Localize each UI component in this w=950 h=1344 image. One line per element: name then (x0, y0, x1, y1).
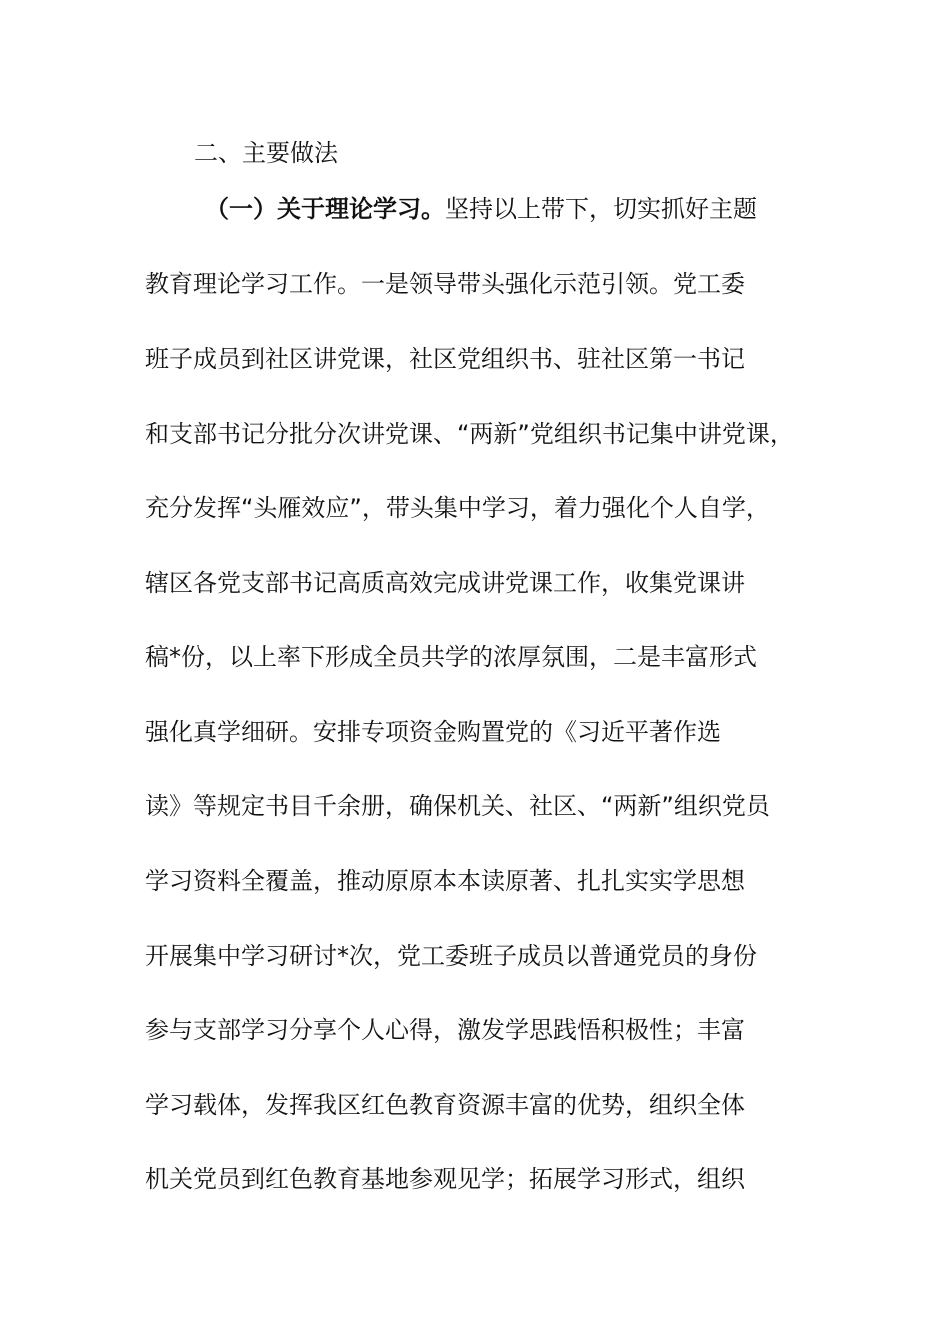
paragraph-line: 参与支部学习分享个人心得，激发学思践悟积极性；丰富 (145, 1016, 745, 1044)
paragraph-line: 开展集中学习研讨*次，党工委班子成员以普通党员的身份 (145, 942, 757, 970)
paragraph-line: 和支部书记分批分次讲党课、“两新”党组织书记集中讲党课， (145, 420, 794, 448)
section-heading: 二、主要做法 (194, 139, 338, 167)
subheading: （一）关于理论学习。 (205, 195, 445, 223)
paragraph-line: 稿*份，以上率下形成全员共学的浓厚氛围，二是丰富形式 (145, 643, 757, 671)
paragraph-line: 强化真学细研。安排专项资金购置党的《习近平著作选 (145, 718, 721, 746)
line-text: 坚持以上带下，切实抓好主题 (445, 195, 757, 223)
paragraph-line (205, 189, 757, 229)
paragraph-line: 机关党员到红色教育基地参观见学；拓展学习形式，组织 (145, 1165, 745, 1193)
paragraph-line: 学习载体，发挥我区红色教育资源丰富的优势，组织全体 (145, 1091, 745, 1119)
paragraph-line: 教育理论学习工作。一是领导带头强化示范引领。党工委 (145, 270, 745, 298)
paragraph-line: 学习资料全覆盖，推动原原本本读原著、扎扎实实学思想 (145, 867, 745, 895)
paragraph-line: 充分发挥“头雁效应”，带头集中学习，着力强化个人自学， (145, 494, 770, 522)
paragraph-line: 读》等规定书目千余册，确保机关、社区、“两新”组织党员 (145, 792, 770, 820)
paragraph-line: 辖区各党支部书记高质高效完成讲党课工作，收集党课讲 (145, 569, 745, 597)
paragraph-line: 班子成员到社区讲党课，社区党组织书、驻社区第一书记 (145, 345, 745, 373)
